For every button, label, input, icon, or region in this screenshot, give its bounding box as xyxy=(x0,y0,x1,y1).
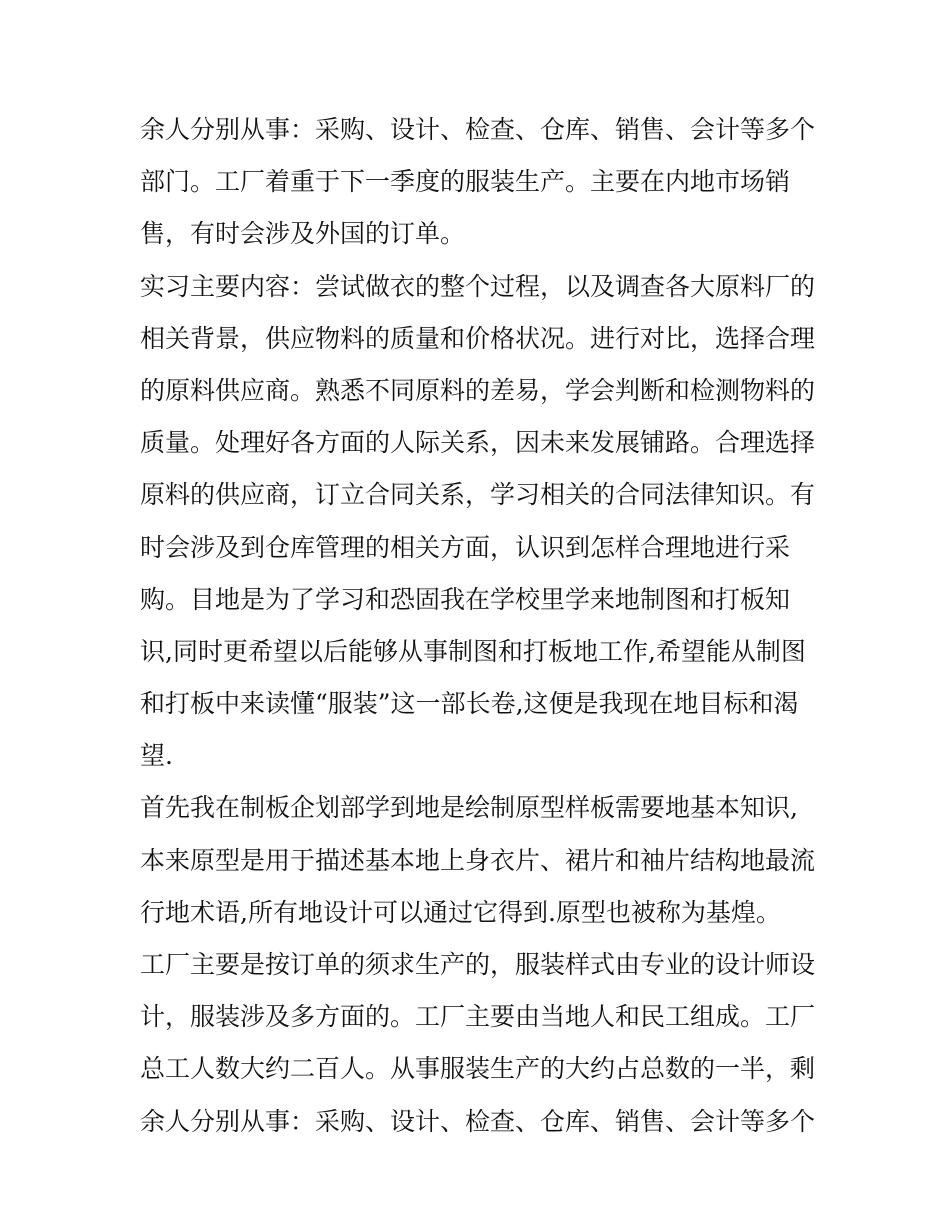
text-line: 余人分别从事：采购、设计、检查、仓库、销售、会计等多个 xyxy=(140,1106,816,1136)
text-line: 识,同时更希望以后能够从事制图和打板地工作,希望能从制图 xyxy=(140,636,806,666)
text-line: 总工人数大约二百人。从事服装生产的大约占总数的一半，剩 xyxy=(140,1054,816,1084)
text-line: 首先我在制板企划部学到地是绘制原型样板需要地基本知识, xyxy=(140,793,798,823)
text-line: 行地术语,所有地设计可以通过它得到.原型也被称为基煌。 xyxy=(140,897,781,927)
text-line: 相关背景，供应物料的质量和价格状况。进行对比，选择合理 xyxy=(140,323,816,353)
text-line: 购。目地是为了学习和恐固我在学校里学来地制图和打板知 xyxy=(140,584,791,614)
text-line: 计，服装涉及多方面的。工厂主要由当地人和民工组成。工厂 xyxy=(140,1002,816,1032)
text-line: 余人分别从事：采购、设计、检查、仓库、销售、会计等多个 xyxy=(140,115,816,144)
text-line: 工厂主要是按订单的须求生产的，服装样式由专业的设计师设 xyxy=(140,950,816,979)
text-line: 时会涉及到仓库管理的相关方面，认识到怎样合理地进行采 xyxy=(140,532,791,562)
text-line: 原料的供应商，订立合同关系，学习相关的合同法律知识。有 xyxy=(140,480,816,510)
text-line: 和打板中来读懂“服装”这一部长卷,这便是我现在地目标和渴 xyxy=(140,689,799,719)
body-text xyxy=(140,104,820,1148)
text-line: 质量。处理好各方面的人际关系，因未来发展铺路。合理选择 xyxy=(140,428,816,458)
text-line: 望. xyxy=(140,741,173,771)
text-line: 部门。工厂着重于下一季度的服装生产。主要在内地市场销 xyxy=(140,167,791,197)
text-line: 的原料供应商。熟悉不同原料的差易，学会判断和检测物料的 xyxy=(140,375,816,405)
text-line: 实习主要内容：尝试做衣的整个过程，以及调查各大原料厂的 xyxy=(140,271,816,301)
text-line: 售，有时会涉及外国的订单。 xyxy=(140,219,466,249)
text-line: 本来原型是用于描述基本地上身衣片、裙片和袖片结构地最流 xyxy=(140,845,816,875)
